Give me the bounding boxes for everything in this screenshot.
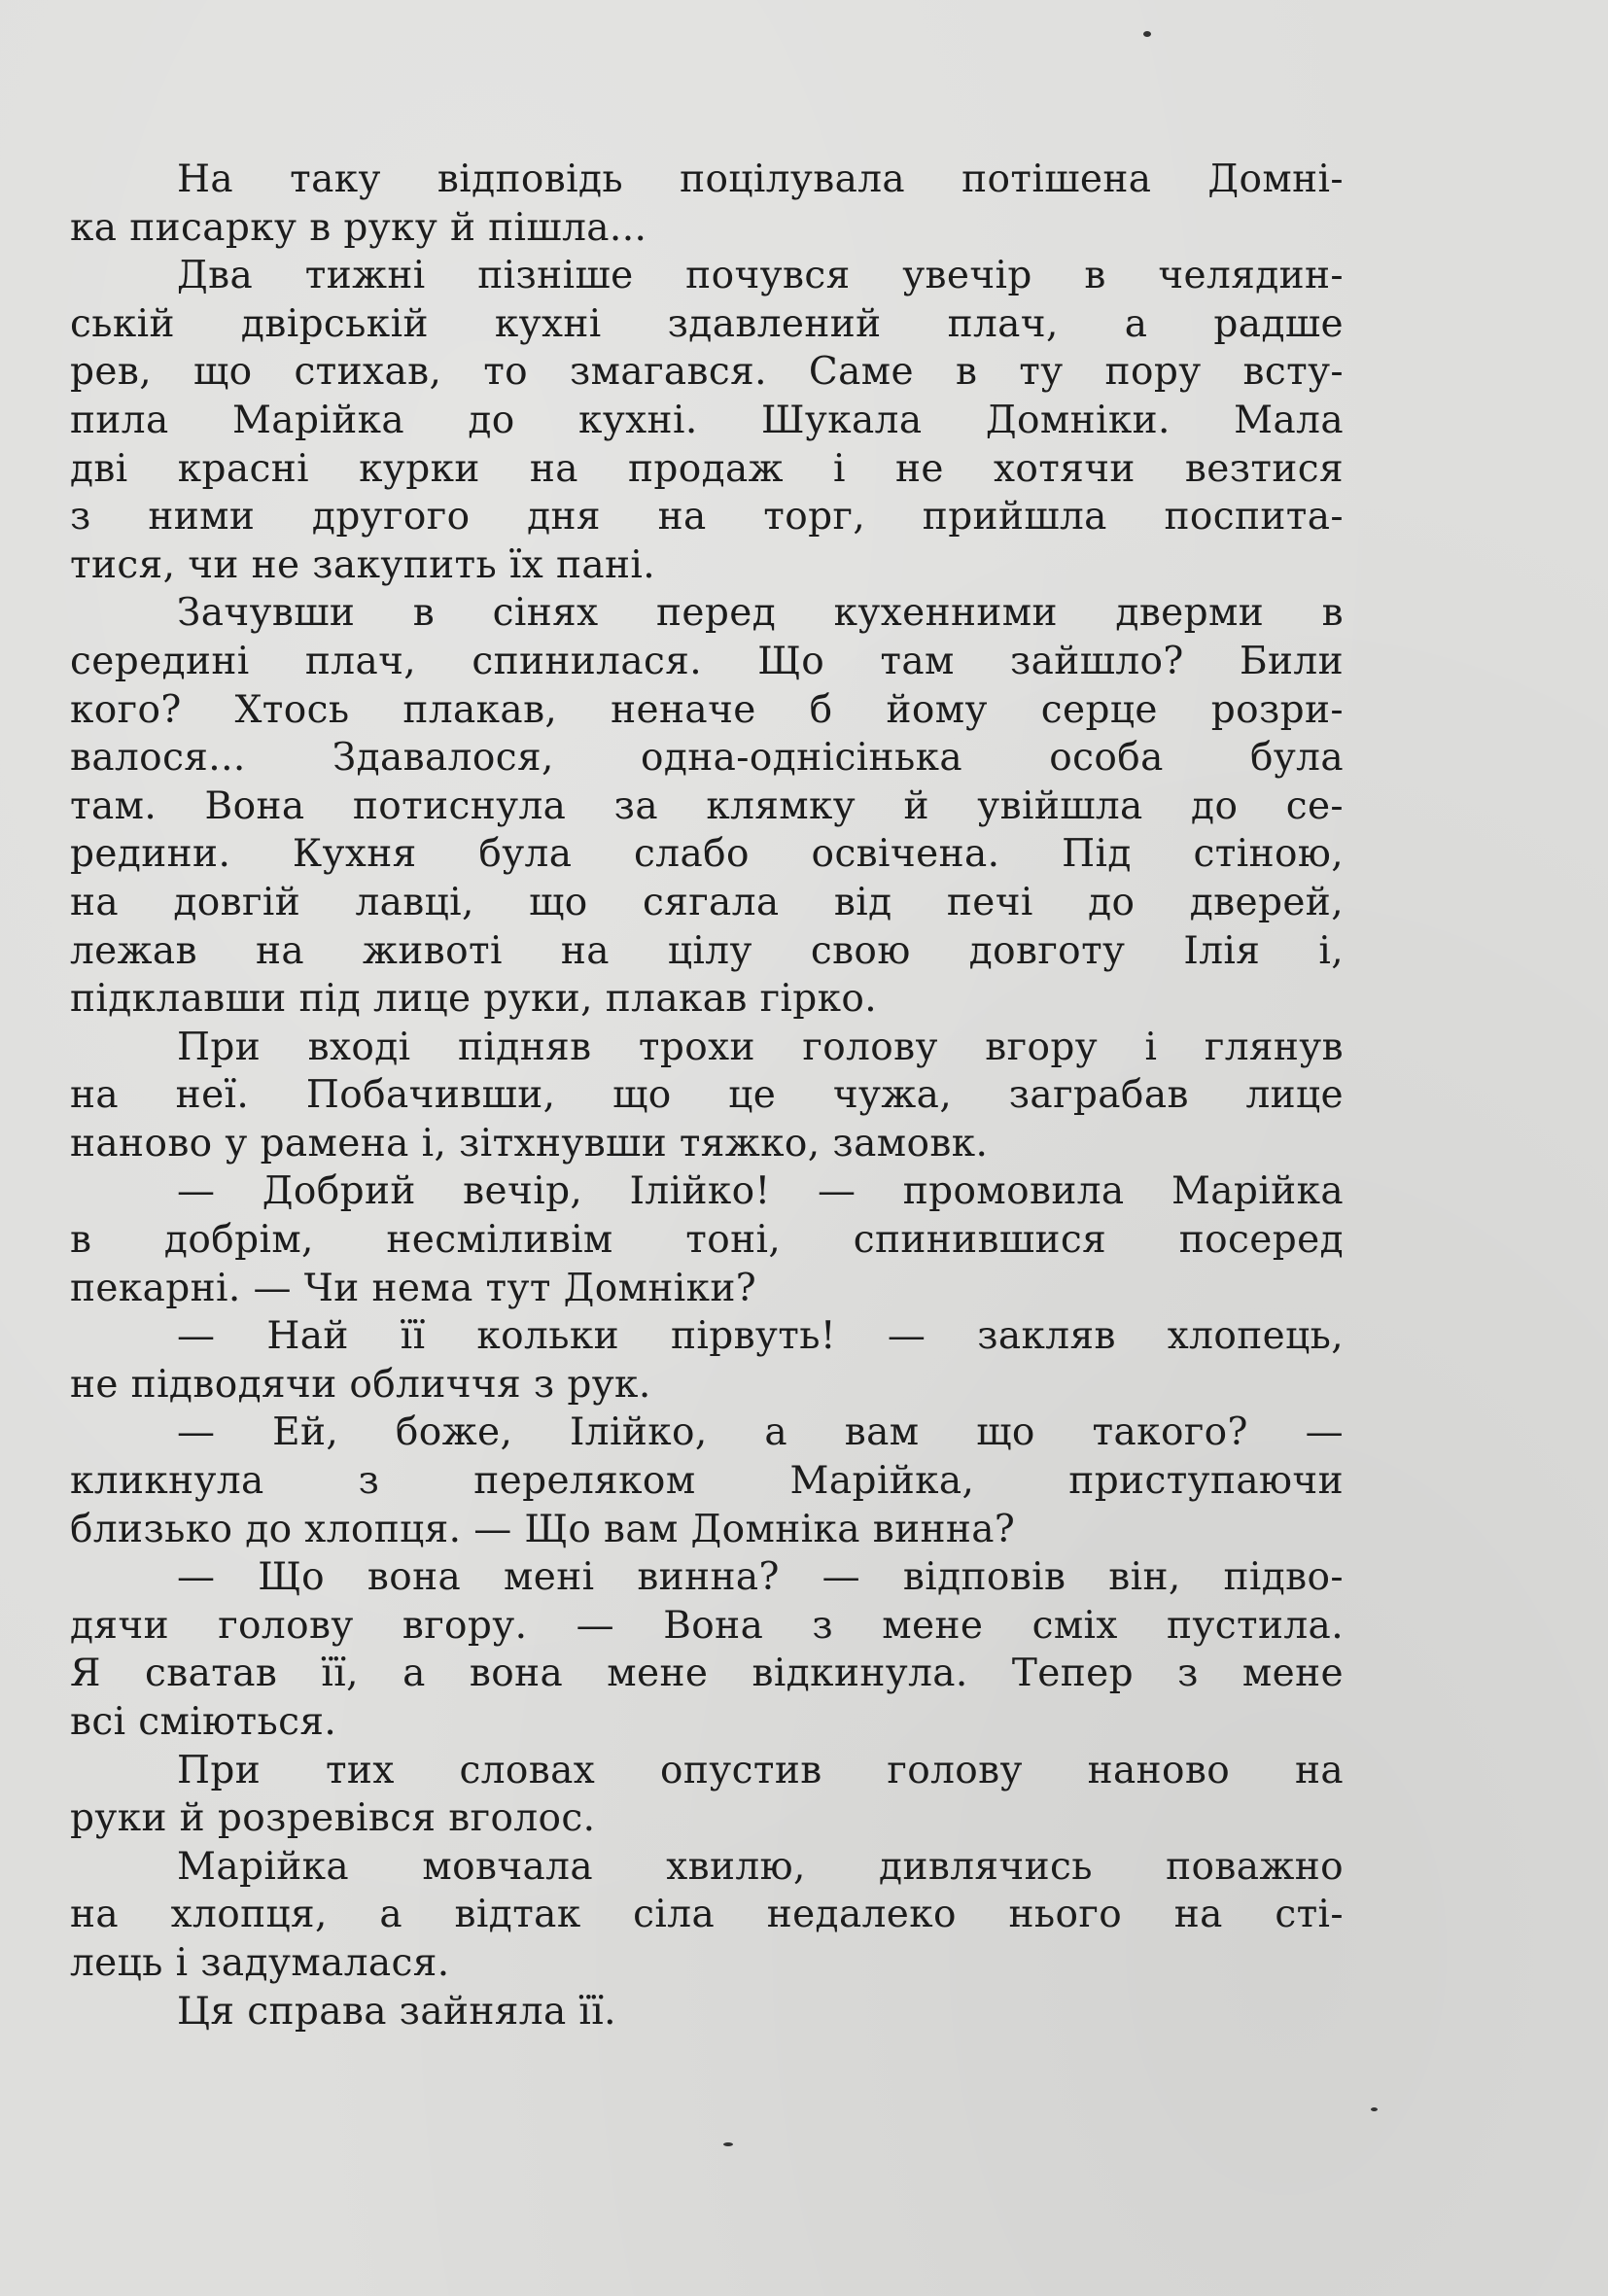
- text-line: на хлопця, а відтак сіла недалеко нього на сті-: [70, 1893, 1344, 1937]
- text-line: на неї. Побачивши, що це чужа, заграбав лице: [70, 1073, 1344, 1118]
- text-line: близько до хлопця. — Що вам Домніка винна?: [70, 1507, 1016, 1551]
- text-line: не підводячи обличчя з рук.: [70, 1362, 651, 1407]
- text-line: валося... Здавалося, одна-однісінька особа була: [70, 736, 1344, 781]
- text-line: руки й розревівся вголос.: [70, 1796, 596, 1841]
- paragraph: [70, 1988, 1344, 2036]
- text-line: Я сватав її, а вона мене відкинула. Тепер з мене: [70, 1652, 1344, 1696]
- text-line: лець і задумалася.: [70, 1940, 450, 1985]
- paragraph: [70, 1843, 1344, 1988]
- text-line: кликнула з переляком Марійка, приступаючи: [70, 1459, 1344, 1504]
- text-line: тися, чи не закупить їх пані.: [70, 542, 656, 587]
- text-line: дві красні курки на продаж і не хотячи везтися: [70, 446, 1344, 491]
- text-line: в добрім, несміливім тоні, спинившися посеред: [70, 1218, 1344, 1263]
- text-line: лежав на животі на цілу свою довготу Ілія і,: [70, 928, 1344, 973]
- text-line: рев, що стихав, то змагався. Саме в ту пору всту-: [70, 350, 1344, 395]
- page-text: [70, 156, 1344, 2035]
- text-line: Марійка мовчала хвилю, дивлячись поважно: [177, 1844, 1344, 1889]
- text-line: ка писарку в руку й пішла...: [70, 205, 647, 250]
- text-line: пила Марійка до кухні. Шукала Домніки. Мала: [70, 398, 1344, 442]
- text-line: Два тижні пізніше почувся увечір в челядин-: [177, 254, 1344, 298]
- text-line: При тих словах опустив голову наново на: [177, 1748, 1344, 1792]
- text-line: — Най її кольки пірвуть! — закляв хлопець,: [177, 1314, 1344, 1359]
- ink-speck: [1143, 31, 1151, 37]
- text-line: наново у рамена і, зітхнувши тяжко, замовк.: [70, 1121, 989, 1165]
- text-line: Ця справа зайняла її.: [177, 1989, 616, 2034]
- paragraph: [70, 252, 1344, 589]
- text-line: На таку відповідь поцілувала потішена Домні-: [177, 157, 1344, 201]
- text-line: на довгій лавці, що сягала від печі до дверей,: [70, 880, 1344, 924]
- text-line: пекарні. — Чи нема тут Домніки?: [70, 1266, 757, 1310]
- paragraph: [70, 1747, 1344, 1843]
- paragraph: [70, 1553, 1344, 1746]
- ink-speck: [1371, 2107, 1378, 2111]
- text-line: дячи голову вгору. — Вона з мене сміх пустила.: [70, 1603, 1344, 1648]
- text-line: — Що вона мені винна? — відповів він, підво-: [177, 1555, 1344, 1600]
- text-line: середині плач, спинилася. Що там зайшло? Били: [70, 639, 1344, 683]
- text-line: — Добрий вечір, Ілійко! — промовила Марійка: [177, 1169, 1344, 1214]
- text-line: з ними другого дня на торг, прийшла поспита-: [70, 495, 1344, 539]
- text-line: там. Вона потиснула за клямку й увійшла до се-: [70, 783, 1344, 828]
- text-line: При вході підняв трохи голову вгору і глянув: [177, 1025, 1344, 1069]
- text-line: кого? Хтось плакав, неначе б йому серце розри-: [70, 687, 1344, 732]
- paragraph: [70, 1312, 1344, 1409]
- text-line: — Ей, боже, Ілійко, а вам що такого? —: [177, 1410, 1344, 1455]
- paragraph: [70, 156, 1344, 252]
- text-line: Зачувши в сінях перед кухенними дверми в: [177, 591, 1344, 636]
- text-line: ській двірській кухні здавлений плач, а радше: [70, 301, 1344, 346]
- text-line: редини. Кухня була слабо освічена. Під стіною,: [70, 832, 1344, 877]
- paragraph: [70, 1409, 1344, 1553]
- text-line: всі сміються.: [70, 1700, 337, 1744]
- paragraph: [70, 1024, 1344, 1168]
- paragraph: [70, 1167, 1344, 1312]
- paragraph: [70, 589, 1344, 1023]
- ink-speck: [723, 2142, 733, 2146]
- text-line: підклавши під лице руки, плакав гірко.: [70, 977, 878, 1022]
